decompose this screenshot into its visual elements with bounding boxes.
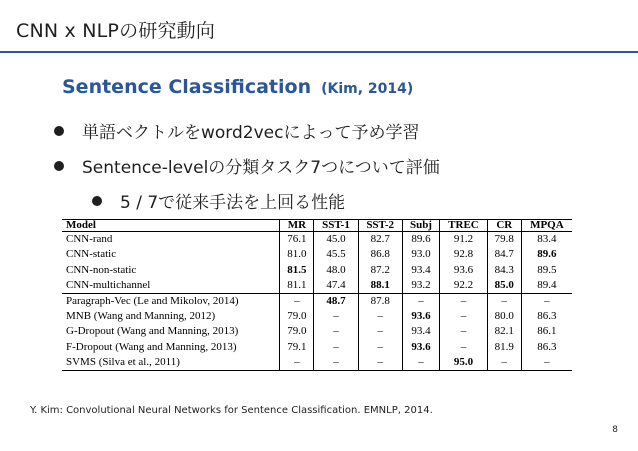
score-cell: 93.0 [402,247,439,262]
score-cell: 47.4 [314,278,358,294]
score-cell: 79.0 [280,324,314,339]
table-row [62,309,572,324]
score-cell: 45.0 [314,232,358,248]
score-cell: 79.8 [487,232,521,248]
model-name-cell: F-Dropout (Wang and Manning, 2013) [66,340,237,353]
score-cell: 81.5 [280,262,314,277]
score-cell: 92.8 [440,247,488,262]
model-name-cell: CNN-multichannel [66,278,151,291]
column-header: Subj [402,220,439,232]
title-divider [0,51,638,53]
model-name-cell: MNB (Wang and Manning, 2012) [66,310,216,323]
table-row [62,339,572,354]
model-name-cell: SVMS (Silva et al., 2011) [66,355,180,368]
score-cell: 91.2 [440,232,488,248]
column-header: Model [66,219,96,231]
score-cell: – [358,355,402,371]
column-header: SST-2 [358,220,402,232]
column-header: SST-1 [314,220,358,232]
score-cell: – [280,293,314,309]
score-cell: 84.7 [487,247,521,262]
score-cell: – [314,309,358,324]
table-header-row [62,220,572,232]
score-cell: – [440,309,488,324]
score-cell: 79.0 [280,309,314,324]
model-name-cell: G-Dropout (Wang and Manning, 2013) [66,325,239,338]
table-body [62,232,572,371]
score-cell: 89.5 [521,262,572,277]
score-cell: – [358,309,402,324]
score-cell: 48.0 [314,262,358,277]
results-table [62,219,572,371]
table-row [62,247,572,262]
table-row [62,278,572,294]
score-cell: – [358,339,402,354]
score-cell: 89.4 [521,278,572,294]
bullet-item [54,153,440,178]
score-cell: 93.6 [402,339,439,354]
score-cell: 86.1 [521,324,572,339]
section-heading [62,76,413,98]
score-cell: 93.4 [402,262,439,277]
score-cell: – [521,355,572,371]
table-row [62,324,572,339]
score-cell: 79.1 [280,339,314,354]
section-heading-note: (Kim, 2014) [321,81,414,97]
page-number: 8 [612,425,618,435]
model-name-cell: CNN-static [66,248,117,261]
section-heading-text: Sentence Classification [62,76,312,98]
bullet-dot-icon [54,161,64,171]
table-row [62,232,572,248]
score-cell: 89.6 [402,232,439,248]
score-cell: 81.9 [487,339,521,354]
score-cell: – [402,355,439,371]
table-row [62,262,572,277]
score-cell: 93.4 [402,324,439,339]
score-cell: 84.3 [487,262,521,277]
score-cell: 81.1 [280,278,314,294]
score-cell: – [440,324,488,339]
model-name-cell: Paragraph-Vec (Le and Mikolov, 2014) [66,295,239,308]
score-cell: 81.0 [280,247,314,262]
score-cell: – [521,293,572,309]
score-cell: 82.7 [358,232,402,248]
model-name-cell: CNN-non-static [66,263,137,276]
score-cell: 80.0 [487,309,521,324]
column-header: TREC [440,220,488,232]
bullet-item [54,118,419,143]
score-cell: – [358,324,402,339]
score-cell: 93.2 [402,278,439,294]
score-cell: 85.0 [487,278,521,294]
sub-bullet-item [92,188,345,213]
score-cell: – [440,293,488,309]
score-cell: 87.2 [358,262,402,277]
bullet-dot-icon [54,126,64,136]
bullet-text: Sentence-levelの分類タスク7つについて評価 [82,158,440,178]
score-cell: 45.5 [314,247,358,262]
citation-footnote: Y. Kim: Convolutional Neural Networks for Sentence Classification. EMNLP, 2014. [30,405,433,416]
score-cell: 88.1 [358,278,402,294]
score-cell: – [487,355,521,371]
table-row [62,293,572,309]
score-cell: 86.8 [358,247,402,262]
score-cell: – [402,293,439,309]
score-cell: 86.3 [521,339,572,354]
bullet-dot-icon [92,196,102,206]
score-cell: 82.1 [487,324,521,339]
slide-title: CNN x NLPの研究動向 [16,20,216,42]
score-cell: – [280,355,314,371]
score-cell: – [440,339,488,354]
score-cell: 89.6 [521,247,572,262]
score-cell: 95.0 [440,355,488,371]
column-header: MR [280,220,314,232]
score-cell: – [314,355,358,371]
column-header: MPQA [521,220,572,232]
score-cell: 86.3 [521,309,572,324]
table-row [62,355,572,371]
score-cell: 92.2 [440,278,488,294]
score-cell: 48.7 [314,293,358,309]
score-cell: 83.4 [521,232,572,248]
score-cell: 93.6 [440,262,488,277]
score-cell: 76.1 [280,232,314,248]
score-cell: 93.6 [402,309,439,324]
score-cell: – [314,324,358,339]
model-name-cell: CNN-rand [66,233,113,246]
bullet-text: 単語ベクトルをword2vecによって予め学習 [82,123,420,143]
score-cell: 87.8 [358,293,402,309]
score-cell: – [314,339,358,354]
bullet-text: 5 / 7で従来手法を上回る性能 [120,193,346,213]
score-cell: – [487,293,521,309]
column-header: CR [487,220,521,232]
